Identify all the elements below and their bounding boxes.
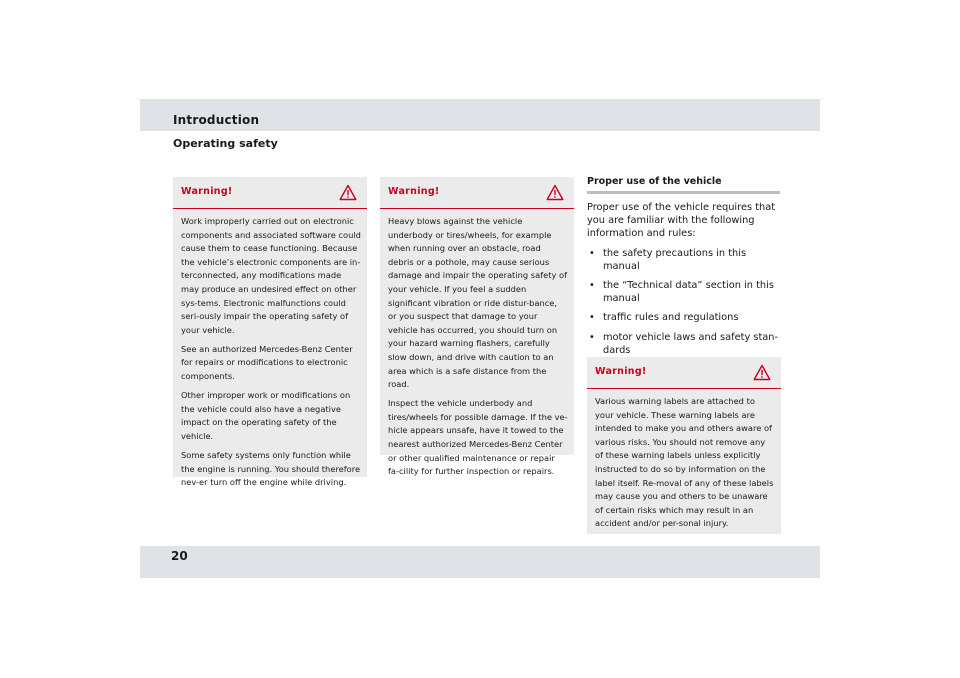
section-title: Operating safety <box>173 137 278 150</box>
warning-box-electronics <box>173 177 367 488</box>
bullet-icon: • <box>589 312 595 324</box>
proper-use-body <box>587 201 783 363</box>
list-item-text: the safety precautions in this manual <box>603 247 747 272</box>
warning-title: Warning! <box>181 186 233 197</box>
warning-box-underbody <box>380 177 574 477</box>
warning-paragraph: Heavy blows against the vehicle underbody or tires/wheels, for example when running over an obstacle, road debris or a pothole, may cause serious damage and impair the operating safety of your vehicle. If you feel a sudden significant vibration or ride distur-bance, or you suspect that damage to your vehicle has occurred, you should turn on your hazard warning flashers, carefully slow down, and drive with caution to an area which is a safe distance from the road. <box>388 216 568 390</box>
warning-paragraph: See an authorized Mercedes-Benz Center for repairs or modifications to electronic components. <box>181 343 353 382</box>
footer-band <box>140 546 820 578</box>
warning-body <box>587 389 781 537</box>
warning-title: Warning! <box>595 366 647 377</box>
warning-body <box>380 209 574 485</box>
warning-header <box>173 177 367 209</box>
warning-triangle-icon <box>546 184 564 201</box>
list-item-text: traffic rules and regulations <box>603 312 739 324</box>
warning-header <box>380 177 574 209</box>
warning-paragraph: Other improper work or modifications on the vehicle could also have a negative impact on the operating safety of the vehicle. <box>181 390 351 441</box>
list-item <box>587 331 783 357</box>
chapter-title: Introduction <box>173 113 260 127</box>
warning-paragraph: Inspect the vehicle underbody and tires/wheels for possible damage. If the ve-hicle appears unsafe, have it towed to the nearest authorized Mercedes-Benz Center or other qualified maintenance or repair fa-cility for further inspection or repairs. <box>388 398 568 477</box>
warning-body <box>173 209 367 496</box>
list-item-text: motor vehicle laws and safety stan-dards <box>603 331 779 356</box>
bullet-icon: • <box>589 331 595 343</box>
list-item <box>587 279 783 305</box>
proper-use-intro: Proper use of the vehicle requires that you are familiar with the following information and rules: <box>587 202 776 240</box>
warning-paragraph: Various warning labels are attached to your vehicle. These warning labels are intended to make you and others aware of various risks. You should not remove any of these warning labels unless explicitly instructed to do so by information on the label itself. Re-moval of any of these labels may cause you and others to be unaware of certain risks which may result in an accident and/or per-sonal injury. <box>595 396 774 529</box>
warning-paragraph: Work improperly carried out on electronic components and associated software could cause them to cease functioning. Because the vehicle’s electronic components are in-terconnected, any modifications made may produce an undesired effect on other sys-tems. Electronic malfunctions could seri-ously impair the operating safety of your vehicle. <box>181 216 361 335</box>
warning-triangle-icon <box>339 184 357 201</box>
warning-triangle-icon <box>753 364 771 381</box>
list-item <box>587 311 783 324</box>
proper-use-heading: Proper use of the vehicle <box>587 176 780 194</box>
warning-header <box>587 357 781 389</box>
bullet-icon: • <box>589 247 595 259</box>
page-number: 20 <box>171 549 188 563</box>
proper-use-list <box>587 247 783 357</box>
warning-box-labels <box>587 357 781 534</box>
list-item-text: the “Technical data” section in this manual <box>603 280 774 305</box>
warning-paragraph: Some safety systems only function while the engine is running. You should therefore nev-er turn off the engine while driving. <box>181 450 361 488</box>
warning-title: Warning! <box>388 186 440 197</box>
bullet-icon: • <box>589 280 595 292</box>
list-item <box>587 247 783 273</box>
